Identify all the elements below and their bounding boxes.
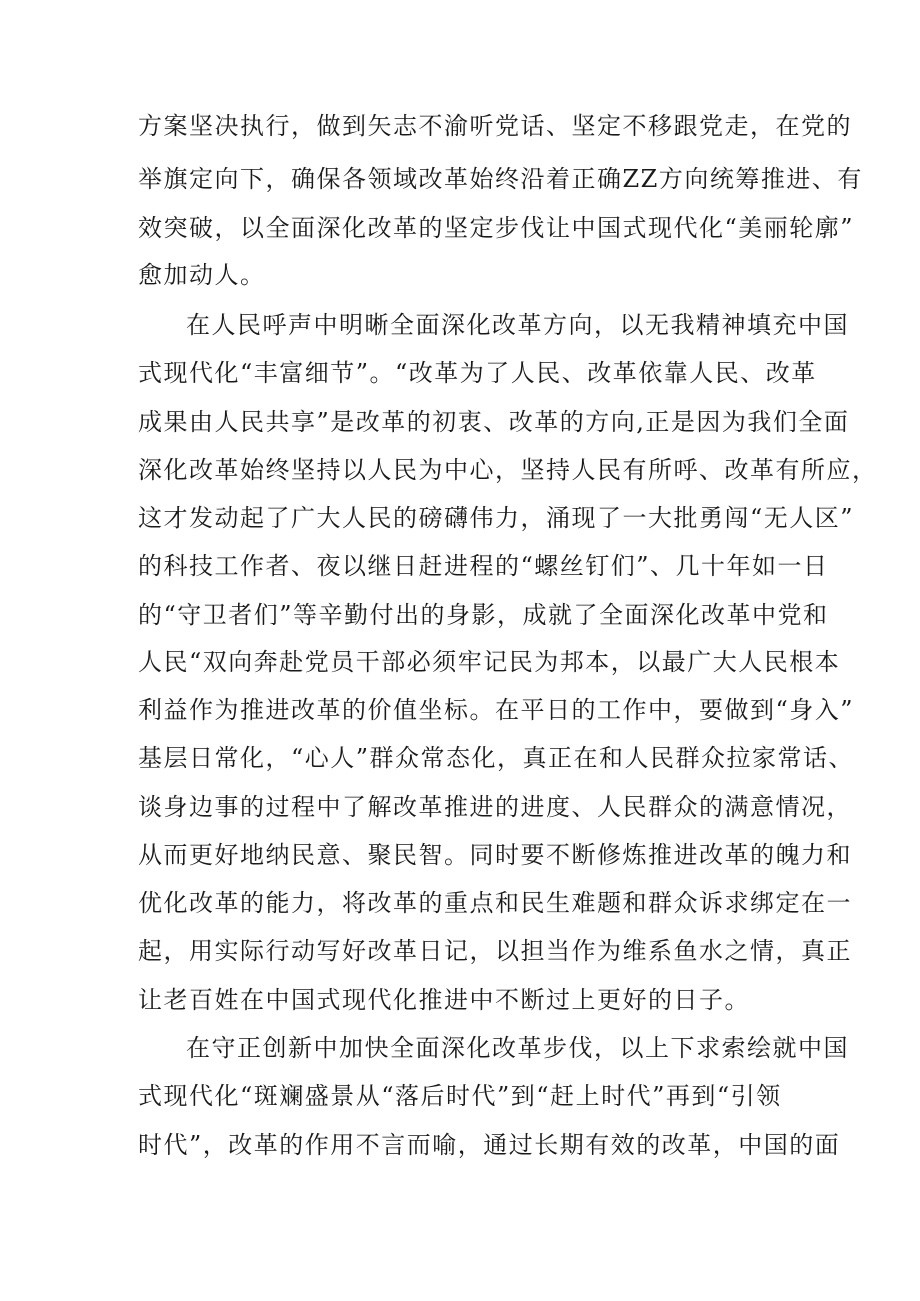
text-line: 起，用实际行动写好改革日记，以担当作为维系鱼水之情，真正 [138, 937, 852, 965]
text-line: 愈加动人。 [138, 261, 266, 289]
text-line: 方案坚决执行，做到矢志不渝听党话、坚定不移跟党走，在党的 [138, 112, 852, 140]
text-line: 谈身边事的过程中了解改革推进的进度、人民群众的满意情况， [138, 793, 852, 821]
text-line: 式现代化“丰富细节”。“改革为了人民、改革依靠人民、改革 [138, 359, 817, 387]
text-line: 让老百姓在中国式现代化推进中不断过上更好的日子。 [138, 986, 750, 1014]
text-line: 基层日常化，“心人”群众常态化，真正在和人民群众拉家常话、 [138, 744, 855, 772]
paragraph-first-line: 在守正创新中加快全面深化改革步伐，以上下求索绘就中国 [186, 1034, 849, 1062]
text-line: 举旗定向下，确保各领域改革始终沿着正确ZZ方向统筹推进、有 [138, 165, 863, 193]
text-line: 时代”，改革的作用不言而喻，通过长期有效的改革，中国的面 [138, 1131, 841, 1159]
text-line: 深化改革始终坚持以人民为中心，坚持人民有所呼、改革有所应， [138, 456, 878, 484]
text-line: 式现代化“斑斓盛景从“落后时代”到“赶上时代”再到“引领 [138, 1082, 782, 1110]
text-line: 成果由人民共享”是改革的初衷、改革的方向,正是因为我们全面 [138, 408, 850, 436]
text-line: 的科技工作者、夜以继日赶进程的“螺丝钉们”、几十年如一日 [138, 552, 829, 580]
paragraph-first-line: 在人民呼声中明晰全面深化改革方向，以无我精神填充中国 [186, 311, 849, 339]
text-line: 的“守卫者们”等辛勤付出的身影，成就了全面深化改革中党和 [138, 601, 829, 629]
text-line: 从而更好地纳民意、聚民智。同时要不断修炼推进改革的魄力和 [138, 841, 852, 869]
text-line: 人民“双向奔赴党员干部必须牢记民为邦本，以最广大人民根本 [138, 648, 841, 676]
text-line: 这才发动起了广大人民的磅礴伟力，涌现了一大批勇闯“无人区” [138, 504, 855, 532]
text-line: 效突破，以全面深化改革的坚定步伐让中国式现代化“美丽轮廓” [138, 214, 855, 242]
text-line: 利益作为推进改革的价值坐标。在平日的工作中，要做到“身入” [138, 696, 855, 724]
text-line: 优化改革的能力，将改革的重点和民生难题和群众诉求绑定在一 [138, 889, 852, 917]
